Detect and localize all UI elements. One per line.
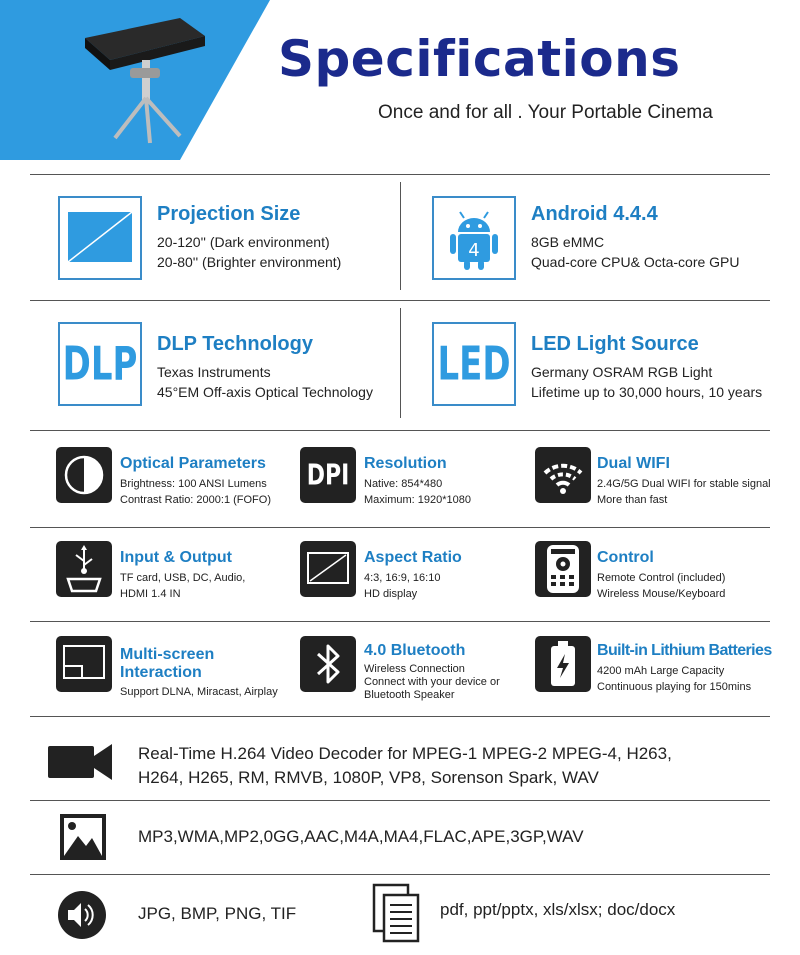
feature-line: 4200 mAh Large Capacity: [597, 665, 725, 677]
feature-title: Multi-screen: [120, 646, 215, 663]
feature-line: Wireless Mouse/Keyboard: [597, 588, 726, 600]
feature-line: Wireless Connection: [364, 663, 465, 675]
feature-line: More than fast: [597, 494, 668, 506]
dpi-badge-text: DPI: [306, 458, 350, 493]
feature-line: Remote Control (included): [597, 572, 726, 584]
feature-dual-wifi: [597, 455, 771, 508]
feature-android: [531, 203, 740, 272]
page-title: Specifications: [278, 30, 681, 88]
feature-line: Germany OSRAM RGB Light: [531, 364, 713, 380]
wifi-icon: [535, 447, 591, 503]
divider: [400, 182, 401, 290]
feature-optical-parameters: [120, 455, 271, 508]
feature-line: Native: 854*480: [364, 478, 443, 490]
feature-line: TF card, USB, DC, Audio,: [120, 572, 246, 584]
projector-image: [70, 8, 220, 148]
divider: [30, 527, 770, 528]
feature-line: Connect with your device or: [364, 676, 500, 688]
feature-line: Brightness: 100 ANSI Lumens: [120, 478, 267, 490]
feature-title: Input & Output: [120, 549, 232, 566]
contrast-icon: [56, 447, 112, 503]
feature-title: LED Light Source: [531, 333, 699, 355]
multiscreen-icon: [56, 636, 112, 692]
feature-line: 4:3, 16:9, 16:10: [364, 572, 441, 584]
divider: [30, 621, 770, 622]
feature-bluetooth: [364, 642, 500, 702]
divider: [30, 430, 770, 431]
feature-line: 20-120'' (Dark environment): [157, 234, 330, 250]
battery-icon: [535, 636, 591, 692]
feature-input-output: [120, 549, 245, 602]
document-icon: [372, 883, 422, 945]
feature-title: Control: [597, 549, 654, 566]
feature-line: Contrast Ratio: 2000:1 (FOFO): [120, 494, 271, 506]
feature-line: Quad-core CPU& Octa-core GPU: [531, 254, 740, 270]
feature-batteries: [597, 642, 772, 695]
feature-multi-screen: [120, 646, 278, 700]
feature-title: Android 4.4.4: [531, 203, 658, 225]
video-formats: [138, 742, 672, 790]
feature-line: HD display: [364, 588, 418, 600]
remote-icon: [535, 541, 591, 597]
feature-line: Maximum: 1920*1080: [364, 494, 472, 506]
usb-hdmi-icon: [56, 541, 112, 597]
feature-dlp: [157, 333, 373, 402]
feature-projection-size: [157, 203, 341, 272]
speaker-icon: [57, 890, 107, 940]
feature-line: Lifetime up to 30,000 hours, 10 years: [531, 384, 763, 400]
feature-title-line2: Interaction: [120, 664, 202, 681]
led-badge-text: LED: [437, 337, 511, 391]
image-icon: [58, 812, 108, 862]
divider: [30, 300, 770, 301]
dlp-icon: [58, 322, 142, 406]
page-subtitle: Once and for all . Your Portable Cinema: [378, 102, 713, 123]
feature-line: 20-80'' (Brighter environment): [157, 254, 342, 270]
feature-title: Resolution: [364, 455, 447, 472]
android-version-badge: 4: [468, 240, 480, 261]
feature-title: DLP Technology: [157, 333, 313, 355]
feature-line: Texas Instruments: [157, 364, 271, 380]
document-formats: pdf, ppt/pptx, xls/xlsx; doc/docx: [440, 900, 676, 919]
divider: [30, 800, 770, 801]
divider: [30, 874, 770, 875]
feature-led: [531, 333, 762, 402]
screen-icon: [58, 196, 142, 280]
feature-resolution: [364, 455, 471, 508]
feature-line: 8GB eMMC: [531, 234, 605, 250]
divider: [400, 308, 401, 418]
audio-formats: MP3,WMA,MP2,0GG,AAC,M4A,MA4,FLAC,APE,3GP,WAV: [138, 827, 584, 846]
feature-title: Built-in Lithium Batteries: [597, 642, 772, 659]
video-camera-icon: [46, 740, 116, 784]
feature-line: 45°EM Off-axis Optical Technology: [157, 384, 373, 400]
feature-control: [597, 549, 725, 602]
led-icon: [432, 322, 516, 406]
bluetooth-icon: [300, 636, 356, 692]
feature-title: Aspect Ratio: [364, 549, 462, 566]
feature-title: Dual WIFI: [597, 455, 670, 472]
feature-title: 4.0 Bluetooth: [364, 642, 466, 659]
feature-line: Bluetooth Speaker: [364, 689, 455, 701]
video-formats-line: H264, H265, RM, RMVB, 1080P, VP8, Sorenson Spark, WAV: [138, 768, 599, 787]
feature-title: Projection Size: [157, 203, 301, 225]
feature-line: HDMI 1.4 IN: [120, 588, 181, 600]
aspect-ratio-icon: [300, 541, 356, 597]
dlp-badge-text: DLP: [62, 337, 138, 391]
android-icon: [432, 196, 516, 280]
feature-title: Optical Parameters: [120, 455, 266, 472]
feature-line: Continuous playing for 150mins: [597, 681, 752, 693]
divider: [30, 716, 770, 717]
dpi-icon: [300, 447, 356, 503]
divider: [30, 174, 770, 175]
feature-line: Support DLNA, Miracast, Airplay: [120, 686, 278, 698]
feature-aspect-ratio: [364, 549, 462, 602]
video-formats-line: Real-Time H.264 Video Decoder for MPEG-1 MPEG-2 MPEG-4, H263,: [138, 744, 672, 763]
image-formats: JPG, BMP, PNG, TIF: [138, 904, 297, 923]
feature-line: 2.4G/5G Dual WIFI for stable signal: [597, 478, 771, 490]
